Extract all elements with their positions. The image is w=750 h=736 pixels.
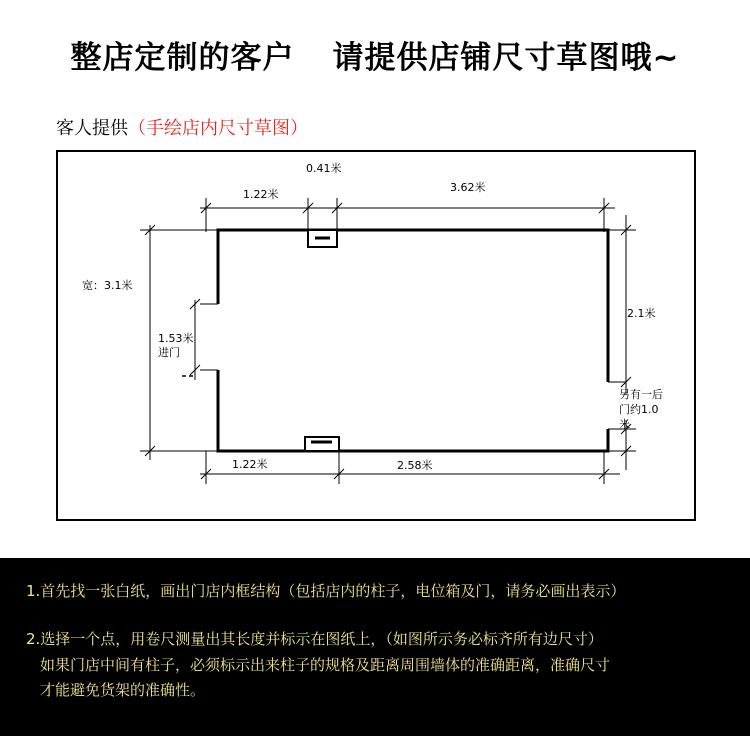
headline-right: 请提供店铺尺寸草图哦~	[332, 40, 680, 76]
fixture-boxes	[305, 230, 339, 451]
label-backdoor-3: 米	[619, 418, 630, 431]
label-backdoor-1: 另有一后	[619, 388, 663, 401]
label-top-right: 3.62米	[450, 181, 486, 194]
dimension-lines	[140, 198, 636, 484]
label-door: 进门	[158, 346, 180, 359]
wall-left-upper-and-top	[218, 230, 608, 382]
label-door-width: 1.53米	[158, 332, 194, 345]
caption-lead: 客人提供	[56, 118, 128, 139]
label-backdoor-2: 门约1.0	[619, 403, 659, 416]
label-pillar-width: 0.41米	[306, 162, 342, 175]
label-width: 宽：3.1米	[82, 279, 133, 292]
store-walls	[218, 230, 608, 451]
label-top-left: 1.22米	[243, 188, 279, 201]
instruction-2-line-1: 2.选择一个点，用卷尺测量出其长度并标示在图纸上，（如图所示务必标齐所有边尺寸）	[26, 630, 603, 648]
pillar-bottom-box	[305, 437, 339, 451]
instruction-2-line-3: 才能避免货架的准确性。	[40, 681, 206, 699]
label-bottom-mid: 2.58米	[397, 459, 433, 472]
caption-note: （手绘店内尺寸草图）	[128, 118, 308, 139]
label-right-wall: 2.1米	[627, 307, 656, 320]
instructions-panel	[0, 558, 750, 736]
wall-left-lower-and-bottom	[218, 370, 608, 451]
wall-ticks	[200, 230, 626, 451]
label-bottom-left: 1.22米	[232, 458, 268, 471]
instruction-1: 1.首先找一张白纸，画出门店内框结构（包括店内的柱子，电位箱及门，请务必画出表示）	[26, 582, 626, 600]
instruction-2-line-2: 如果门店中间有柱子，必须标示出来柱子的规格及距离周围墙体的准确距离，准确尺寸	[40, 656, 611, 674]
headline-left: 整店定制的客户	[70, 40, 295, 76]
